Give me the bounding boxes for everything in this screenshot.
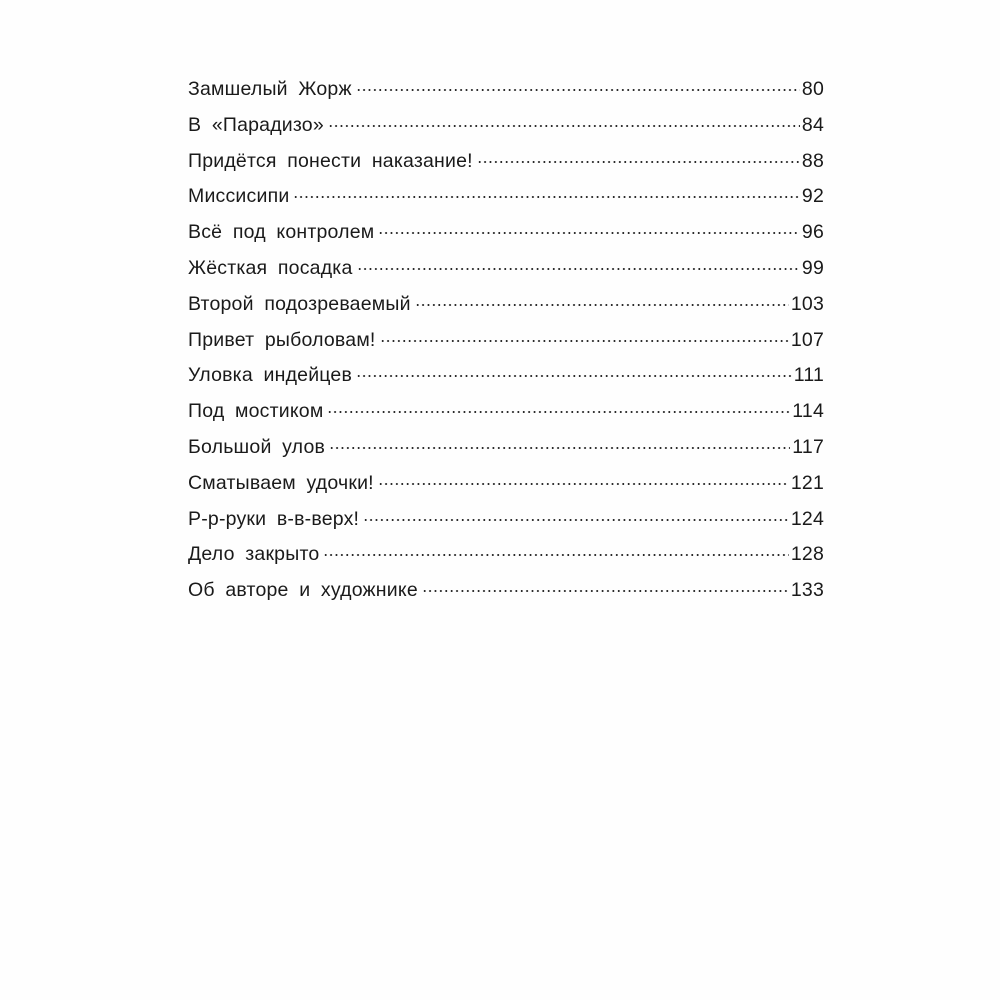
toc-entry — [188, 323, 824, 359]
toc-entry — [188, 287, 824, 323]
dot-leader — [422, 590, 789, 592]
toc-entry-page: 96 — [801, 221, 824, 244]
toc-entry — [188, 358, 824, 394]
toc-entry — [188, 144, 824, 180]
dot-leader — [363, 519, 789, 521]
toc-entry-page: 117 — [792, 435, 824, 458]
toc-entry — [188, 108, 824, 144]
dot-leader — [415, 304, 789, 306]
toc-entry — [188, 466, 824, 502]
dot-leader — [293, 196, 799, 198]
toc-entry-title: Уловка индейцев — [188, 364, 353, 387]
toc-entry — [188, 179, 824, 215]
dot-leader — [329, 447, 790, 449]
toc-entry-title: Сматываем удочки! — [188, 471, 374, 494]
dot-leader — [357, 268, 800, 270]
dot-leader — [356, 89, 800, 91]
toc-entry-title: В «Парадизо» — [188, 113, 324, 136]
toc-entry-title: Об авторе и художнике — [188, 579, 418, 602]
toc-entry-title: Всё под контролем — [188, 221, 375, 244]
toc-entry-page: 92 — [801, 185, 824, 208]
dot-leader — [356, 375, 792, 377]
toc-entry-title: Большой улов — [188, 435, 326, 458]
toc-entry — [188, 72, 824, 108]
dot-leader — [328, 125, 800, 127]
toc-entry-page: 88 — [801, 149, 824, 172]
toc-entry-title: Привет рыболовам! — [188, 328, 376, 351]
toc-entry-title: Р-р-руки в-в-верх! — [188, 507, 360, 530]
toc-entry-page: 124 — [790, 507, 824, 530]
toc-entry — [188, 394, 824, 430]
toc-entry — [188, 430, 824, 466]
toc-entry-title: Жёсткая посадка — [188, 256, 353, 279]
toc-entry — [188, 573, 824, 609]
toc-entry-title: Замшелый Жорж — [188, 78, 352, 100]
toc-entry-title: Под мостиком — [188, 400, 324, 423]
toc-entry — [188, 251, 824, 287]
toc-entry-title: Дело закрыто — [188, 543, 320, 566]
toc-entry-page: 111 — [793, 364, 824, 387]
toc-entry — [188, 502, 824, 538]
toc-entry-page: 99 — [801, 256, 824, 279]
dot-leader — [378, 483, 789, 485]
toc-entry-page: 114 — [792, 400, 824, 423]
toc-entry-page: 103 — [790, 292, 824, 315]
toc-entry-page: 80 — [801, 78, 824, 100]
toc-entry-page: 84 — [801, 113, 824, 136]
dot-leader — [378, 232, 800, 234]
toc-entry-page: 133 — [790, 579, 824, 602]
toc-entry-page: 107 — [790, 328, 824, 351]
toc-entry-page: 128 — [790, 543, 824, 566]
toc-entry-title: Второй подозреваемый — [188, 292, 411, 315]
toc-entry-title: Миссисипи — [188, 185, 290, 208]
dot-leader — [327, 411, 790, 413]
toc-entry — [188, 215, 824, 251]
toc-entry-page: 121 — [790, 471, 824, 494]
dot-leader — [323, 554, 788, 556]
toc-entry — [188, 537, 824, 573]
table-of-contents — [188, 72, 824, 609]
dot-leader — [477, 161, 800, 163]
dot-leader — [380, 340, 789, 342]
toc-entry-title: Придётся понести наказание! — [188, 149, 473, 172]
